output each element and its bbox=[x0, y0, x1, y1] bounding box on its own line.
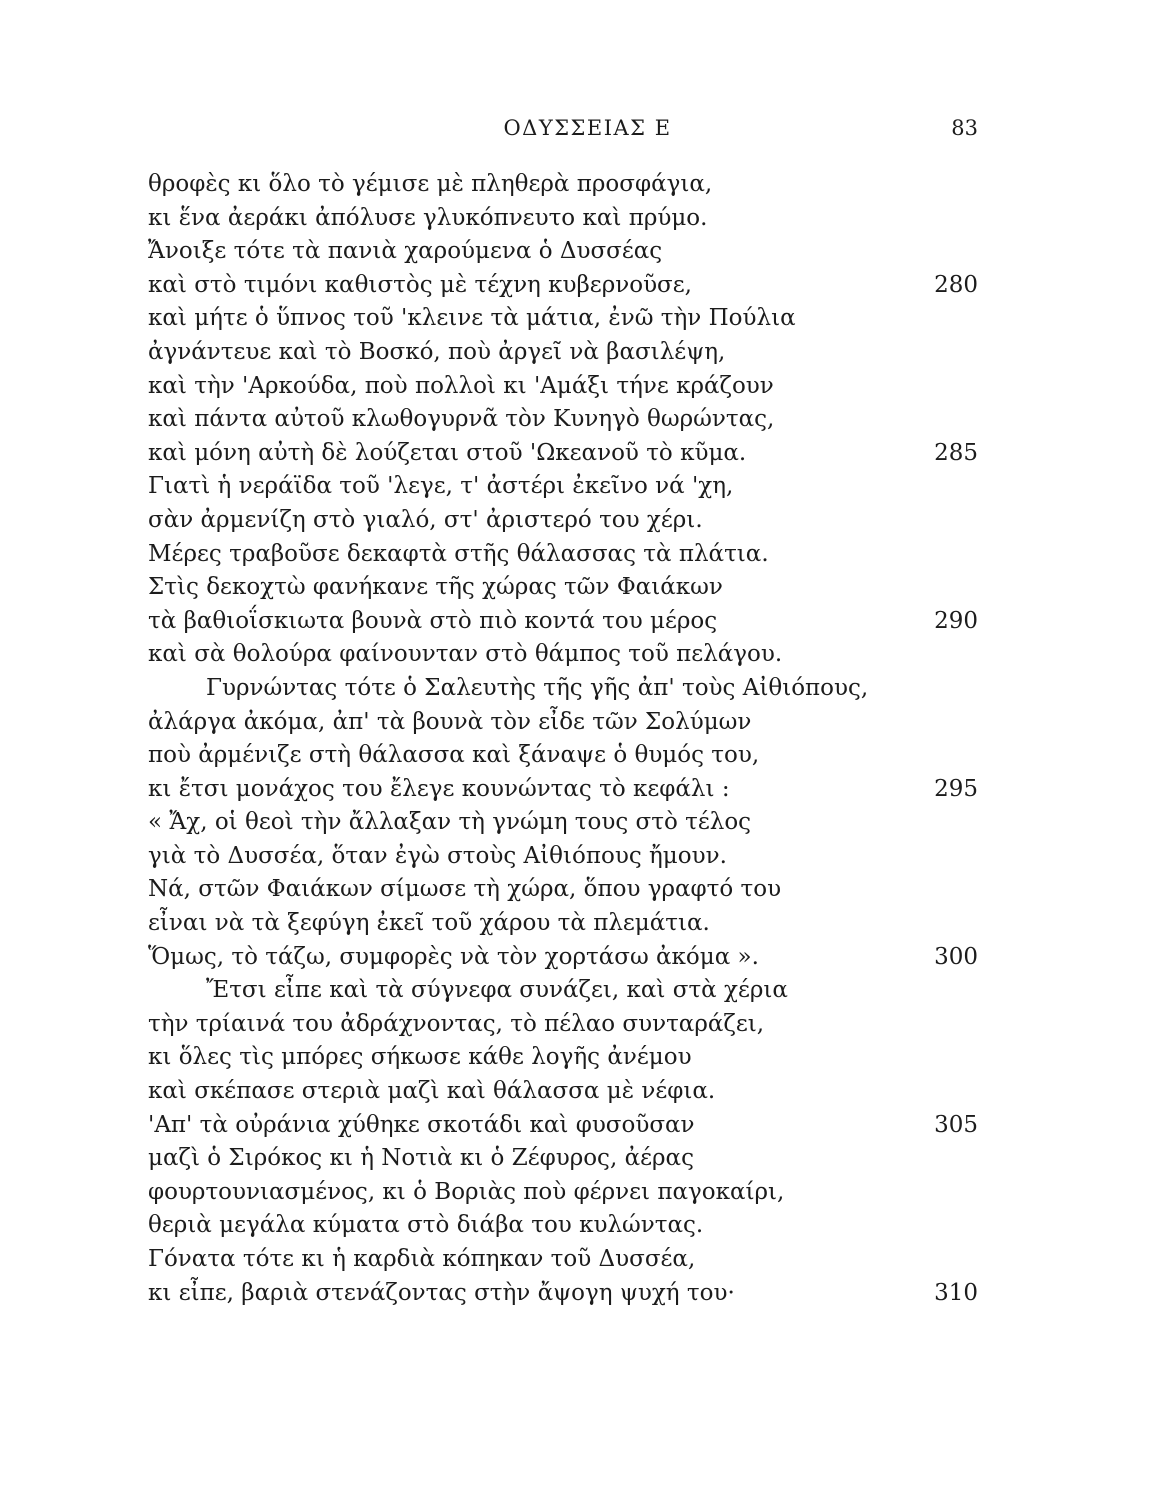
verse-text: Γόνατα τότε κι ἡ καρδιὰ κόπηκαν τοῦ Δυσσέα, bbox=[148, 1246, 696, 1272]
verse-line bbox=[148, 202, 978, 236]
verse-line bbox=[148, 403, 978, 437]
verse-line bbox=[148, 638, 978, 672]
verse-text: θεριὰ μεγάλα κύματα στὸ διάβα του κυλώντας. bbox=[148, 1212, 704, 1239]
verse-text: γιὰ τὸ Δυσσέα, ὅταν ἐγὼ στοὺς Αἰθιόπους ἤμουν. bbox=[148, 842, 727, 869]
verse-text: 'Απ' τὰ οὐράνια χύθηκε σκοτάδι καὶ φυσοῦσαν bbox=[148, 1111, 695, 1138]
verse-text: καὶ στὸ τιμόνι καθιστὸς μὲ τέχνη κυβερνοῦσε, bbox=[148, 271, 692, 298]
verse-text: κι ἕνα ἀεράκι ἀπόλυσε γλυκόπνευτο καὶ πρύμο. bbox=[148, 204, 708, 231]
verse-text: Γυρνώντας τότε ὁ Σαλευτὴς τῆς γῆς ἀπ' τοὺς Αἰθιόπους, bbox=[206, 674, 869, 701]
verse-text: τὴν τρίαινά του ἀδράχνοντας, τὸ πέλαο συνταράζει, bbox=[148, 1010, 765, 1037]
line-number: 290 bbox=[934, 607, 978, 634]
verse-line bbox=[148, 840, 978, 874]
verse-line bbox=[148, 974, 978, 1008]
page-header-title: ΟΔΥΣΣΕΙΑΣ Ε bbox=[503, 116, 672, 140]
line-number: 300 bbox=[934, 943, 978, 970]
line-number: 305 bbox=[934, 1111, 978, 1138]
verse-text: κι εἶπε, βαριὰ στενάζοντας στὴν ἄψογη ψυχή του· bbox=[148, 1279, 735, 1306]
verse-text: « Ἄχ, οἱ θεοὶ τὴν ἄλλαξαν τὴ γνώμη τους στὸ τέλος bbox=[148, 809, 752, 836]
verse-line bbox=[148, 370, 978, 404]
verse-text: κι ὅλες τὶς μπόρες σήκωσε κάθε λογῆς ἀνέμου bbox=[148, 1044, 692, 1071]
verse-line bbox=[148, 1142, 978, 1176]
verse-line bbox=[148, 1109, 978, 1143]
verse-text: ποὺ ἀρμένιζε στὴ θάλασσα καὶ ξάναψε ὁ θυμός του, bbox=[148, 742, 760, 769]
verse-line bbox=[148, 672, 978, 706]
verse-text: Ἄνοιξε τότε τὰ πανιὰ χαρούμενα ὁ Δυσσέας bbox=[148, 238, 663, 265]
verse-line bbox=[148, 1209, 978, 1243]
verse-text: σὰν ἀρμενίζη στὸ γιαλό, στ' ἀριστερό του χέρι. bbox=[148, 506, 703, 533]
line-number: 295 bbox=[934, 775, 978, 802]
verse-line bbox=[148, 706, 978, 740]
verse-line bbox=[148, 1277, 978, 1311]
verse-line bbox=[148, 1008, 978, 1042]
page-number: 83 bbox=[951, 116, 978, 140]
verse-line bbox=[148, 168, 978, 202]
verse-text: ἀγνάντευε καὶ τὸ Βοσκό, ποὺ ἀργεῖ νὰ βασιλέψη, bbox=[148, 338, 726, 365]
verse-line bbox=[148, 235, 978, 269]
verse-text: καὶ μήτε ὁ ὕπνος τοῦ 'κλεινε τὰ μάτια, ἐνῶ τὴν Πούλια bbox=[148, 305, 796, 332]
verse-text: Νά, στῶν Φαιάκων σίμωσε τὴ χώρα, ὅπου γραφτό του bbox=[148, 876, 782, 903]
verse-text: Μέρες τραβοῦσε δεκαφτὰ στῆς θάλασσας τὰ πλάτια. bbox=[148, 540, 769, 567]
verse-line bbox=[148, 302, 978, 336]
verse-text: θροφὲς κι ὅλο τὸ γέμισε μὲ πληθερὰ προσφάγια, bbox=[148, 171, 713, 197]
verse-text: καὶ πάντα αὐτοῦ κλωθογυρνᾶ τὸν Κυνηγὸ θωρώντας, bbox=[148, 406, 775, 433]
poem-body bbox=[148, 168, 978, 1310]
verse-line bbox=[148, 269, 978, 303]
verse-line bbox=[148, 873, 978, 907]
verse-text: μαζὶ ὁ Σιρόκος κι ἡ Νοτιὰ κι ὁ Ζέφυρος, ἀέρας bbox=[148, 1145, 694, 1172]
verse-text: εἶναι νὰ τὰ ξεφύγη ἐκεῖ τοῦ χάρου τὰ πλεμάτια. bbox=[148, 910, 710, 937]
verse-text: τὰ βαθιοΐσκιωτα βουνὰ στὸ πιὸ κοντά του μέρος bbox=[148, 607, 718, 634]
verse-line bbox=[148, 1075, 978, 1109]
verse-text: καὶ τὴν 'Αρκούδα, ποὺ πολλοὶ κι 'Αμάξι τήνε κράζουν bbox=[148, 372, 774, 399]
line-number: 285 bbox=[934, 439, 978, 466]
verse-line bbox=[148, 773, 978, 807]
verse-text: καὶ σὰ θολούρα φαίνουνταν στὸ θάμπος τοῦ πελάγου. bbox=[148, 641, 783, 668]
verse-line bbox=[148, 1243, 978, 1277]
verse-line bbox=[148, 1176, 978, 1210]
verse-line bbox=[148, 806, 978, 840]
verse-line bbox=[148, 605, 978, 639]
verse-text: Γιατὶ ἡ νεράϊδα τοῦ 'λεγε, τ' ἀστέρι ἐκεῖνο νά 'χη, bbox=[148, 473, 734, 500]
verse-line bbox=[148, 941, 978, 975]
verse-line bbox=[148, 504, 978, 538]
line-number: 310 bbox=[934, 1279, 978, 1306]
verse-line bbox=[148, 336, 978, 370]
verse-text: Ὅμως, τὸ τάζω, συμφορὲς νὰ τὸν χορτάσω ἀκόμα ». bbox=[148, 943, 759, 970]
verse-text: κι ἔτσι μονάχος του ἔλεγε κουνώντας τὸ κεφάλι : bbox=[148, 775, 730, 802]
verse-text: Στὶς δεκοχτὼ φανήκανε τῆς χώρας τῶν Φαιάκων bbox=[148, 574, 723, 601]
verse-line bbox=[148, 470, 978, 504]
verse-line bbox=[148, 437, 978, 471]
verse-text: καὶ μόνη αὐτὴ δὲ λούζεται στοῦ 'Ωκεανοῦ τὸ κῦμα. bbox=[148, 439, 747, 466]
verse-line bbox=[148, 571, 978, 605]
verse-line bbox=[148, 739, 978, 773]
line-number: 280 bbox=[934, 271, 978, 298]
verse-text: φουρτουνιασμένος, κι ὁ Βοριὰς ποὺ φέρνει παγοκαίρι, bbox=[148, 1178, 785, 1205]
verse-text: καὶ σκέπασε στεριὰ μαζὶ καὶ θάλασσα μὲ νέφια. bbox=[148, 1078, 716, 1105]
verse-line bbox=[148, 1041, 978, 1075]
verse-line bbox=[148, 538, 978, 572]
verse-line bbox=[148, 907, 978, 941]
verse-text: ἀλάργα ἀκόμα, ἀπ' τὰ βουνὰ τὸν εἶδε τῶν Σολύμων bbox=[148, 708, 752, 735]
verse-text: Ἔτσι εἶπε καὶ τὰ σύγνεφα συνάζει, καὶ στὰ χέρια bbox=[206, 977, 788, 1004]
